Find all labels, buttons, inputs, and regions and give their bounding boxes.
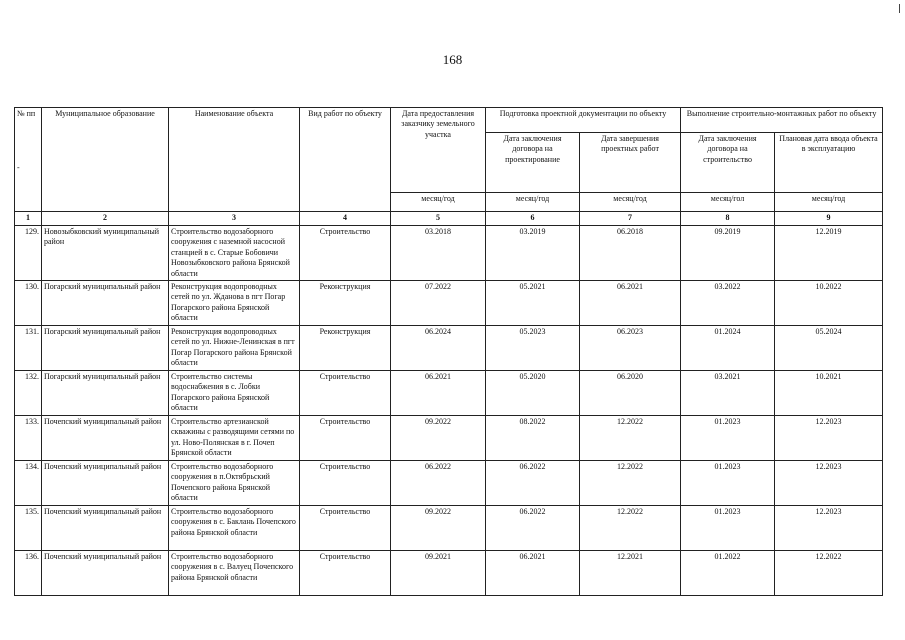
cell-construction-contract: 01.2023 (681, 415, 775, 460)
cell-municipality: Погарский муниципальный район (42, 325, 169, 370)
cell-municipality: Погарский муниципальный район (42, 280, 169, 325)
cell-num: 132. (15, 370, 42, 415)
header-num-text: № пп (17, 109, 36, 118)
cell-municipality: Новозыбковский муниципальный район (42, 226, 169, 281)
column-numbers-row (15, 212, 883, 226)
cell-design-contract: 05.2023 (486, 325, 580, 370)
cell-municipality: Почепский муниципальный район (42, 460, 169, 505)
cell-num: 130. (15, 280, 42, 325)
cell-land-date: 09.2022 (391, 505, 486, 550)
column-number: 7 (580, 212, 681, 226)
cell-design-end: 12.2022 (580, 505, 681, 550)
cell-construction-contract: 03.2022 (681, 280, 775, 325)
cell-municipality: Почепский муниципальный район (42, 505, 169, 550)
cell-land-date: 03.2018 (391, 226, 486, 281)
column-number: 8 (681, 212, 775, 226)
cell-object-name: Строительство водозаборного сооружения в п.Октябрьский Почепского района Брянской области (169, 460, 300, 505)
unit-design-end: месяц/год (580, 193, 681, 212)
cell-work-type: Строительство (300, 460, 391, 505)
cell-num: 134. (15, 460, 42, 505)
cell-object-name: Строительство водозаборного сооружения в с. Баклань Почепского района Брянской области (169, 505, 300, 550)
cell-design-end: 06.2023 (580, 325, 681, 370)
table-row (15, 325, 883, 370)
cell-num: 129. (15, 226, 42, 281)
cell-commissioning: 12.2022 (775, 550, 883, 595)
cell-design-contract: 05.2020 (486, 370, 580, 415)
cell-num: 136. (15, 550, 42, 595)
cell-work-type: Строительство (300, 550, 391, 595)
cell-land-date: 09.2022 (391, 415, 486, 460)
cell-commissioning: 05.2024 (775, 325, 883, 370)
column-number: 1 (15, 212, 42, 226)
header-row (15, 108, 883, 133)
cell-object-name: Строительство системы водоснабжения в с. Лобки Погарского района Брянской области (169, 370, 300, 415)
cell-object-name: Строительство артезианской скважины с разводящими сетями по ул. Ново-Полянская в г. Почеп Брянской области (169, 415, 300, 460)
cell-object-name: Строительство водозаборного сооружения в с. Валуец Почепского района Брянской области (169, 550, 300, 595)
cell-land-date: 07.2022 (391, 280, 486, 325)
cell-design-end: 06.2021 (580, 280, 681, 325)
cell-construction-contract: 09.2019 (681, 226, 775, 281)
header-work-type: Вид работ по объекту (300, 108, 391, 212)
cell-design-end: 06.2020 (580, 370, 681, 415)
column-number: 6 (486, 212, 580, 226)
column-number: 9 (775, 212, 883, 226)
table-row (15, 415, 883, 460)
header-num (15, 108, 42, 212)
unit-commissioning: месяц/год (775, 193, 883, 212)
cell-design-contract: 03.2019 (486, 226, 580, 281)
cell-land-date: 06.2024 (391, 325, 486, 370)
column-number: 4 (300, 212, 391, 226)
cell-land-date: 09.2021 (391, 550, 486, 595)
cell-land-date: 06.2022 (391, 460, 486, 505)
cell-commissioning: 12.2019 (775, 226, 883, 281)
cell-construction-contract: 01.2023 (681, 460, 775, 505)
cell-design-contract: 06.2021 (486, 550, 580, 595)
header-tick-mark: - (17, 163, 20, 173)
cell-construction-contract: 01.2022 (681, 550, 775, 595)
cell-design-end: 12.2022 (580, 415, 681, 460)
header-design-group: Подготовка проектной документации по объекту (486, 108, 681, 133)
table-row (15, 550, 883, 595)
cell-municipality: Почепский муниципальный район (42, 550, 169, 595)
cell-construction-contract: 01.2023 (681, 505, 775, 550)
cell-commissioning: 12.2023 (775, 415, 883, 460)
header-design-contract: Дата заключения договора на проектирование (486, 133, 580, 193)
page-number: 168 (442, 52, 463, 67)
header-design-end: Дата завершения проектных работ (580, 133, 681, 193)
table-row (15, 460, 883, 505)
cell-municipality: Почепский муниципальный район (42, 415, 169, 460)
header-construction-contract: Дата заключения договора на строительство (681, 133, 775, 193)
cell-work-type: Строительство (300, 505, 391, 550)
table-row (15, 505, 883, 550)
cell-construction-contract: 01.2024 (681, 325, 775, 370)
cell-work-type: Реконструкция (300, 325, 391, 370)
header-municipality: Муниципальное образование (42, 108, 169, 212)
header-land-date: Дата предоставления заказчику земельного участка (391, 108, 486, 193)
cell-land-date: 06.2021 (391, 370, 486, 415)
table-row (15, 226, 883, 281)
cell-work-type: Реконструкция (300, 280, 391, 325)
cell-num: 135. (15, 505, 42, 550)
cell-construction-contract: 03.2021 (681, 370, 775, 415)
cell-design-end: 12.2021 (580, 550, 681, 595)
cell-design-end: 12.2022 (580, 460, 681, 505)
cell-design-end: 06.2018 (580, 226, 681, 281)
column-number: 3 (169, 212, 300, 226)
cell-design-contract: 05.2021 (486, 280, 580, 325)
cell-design-contract: 08.2022 (486, 415, 580, 460)
table-row (15, 370, 883, 415)
cell-num: 131. (15, 325, 42, 370)
cell-object-name: Строительство водозаборного сооружения с наземной насосной станцией в с. Старые Бобовичи Новозыбковского района Брянской области (169, 226, 300, 281)
table-row (15, 280, 883, 325)
unit-design-contract: месяц/год (486, 193, 580, 212)
cell-num: 133. (15, 415, 42, 460)
cell-work-type: Строительство (300, 415, 391, 460)
cell-design-contract: 06.2022 (486, 460, 580, 505)
header-commissioning: Плановая дата ввода объекта в эксплуатацию (775, 133, 883, 193)
cell-design-contract: 06.2022 (486, 505, 580, 550)
cell-commissioning: 10.2021 (775, 370, 883, 415)
column-number: 5 (391, 212, 486, 226)
cell-object-name: Реконструкция водопроводных сетей по ул. Жданова в пгт Погар Погарского района Брянской области (169, 280, 300, 325)
column-number: 2 (42, 212, 169, 226)
cell-municipality: Погарский муниципальный район (42, 370, 169, 415)
cell-work-type: Строительство (300, 226, 391, 281)
header-object-name: Наименование объекта (169, 108, 300, 212)
page-edge-mark (899, 4, 900, 13)
cell-commissioning: 12.2023 (775, 505, 883, 550)
unit-land: месяц/год (391, 193, 486, 212)
cell-commissioning: 12.2023 (775, 460, 883, 505)
cell-work-type: Строительство (300, 370, 391, 415)
unit-construction-contract: месяц/гол (681, 193, 775, 212)
cell-commissioning: 10.2022 (775, 280, 883, 325)
header-construction-group: Выполнение строительно-монтажных работ по объекту (681, 108, 883, 133)
objects-table (14, 107, 883, 596)
cell-object-name: Реконструкция водопроводных сетей по ул. Нижне-Ленинская в пгт Погар Погарского района Брянской области (169, 325, 300, 370)
